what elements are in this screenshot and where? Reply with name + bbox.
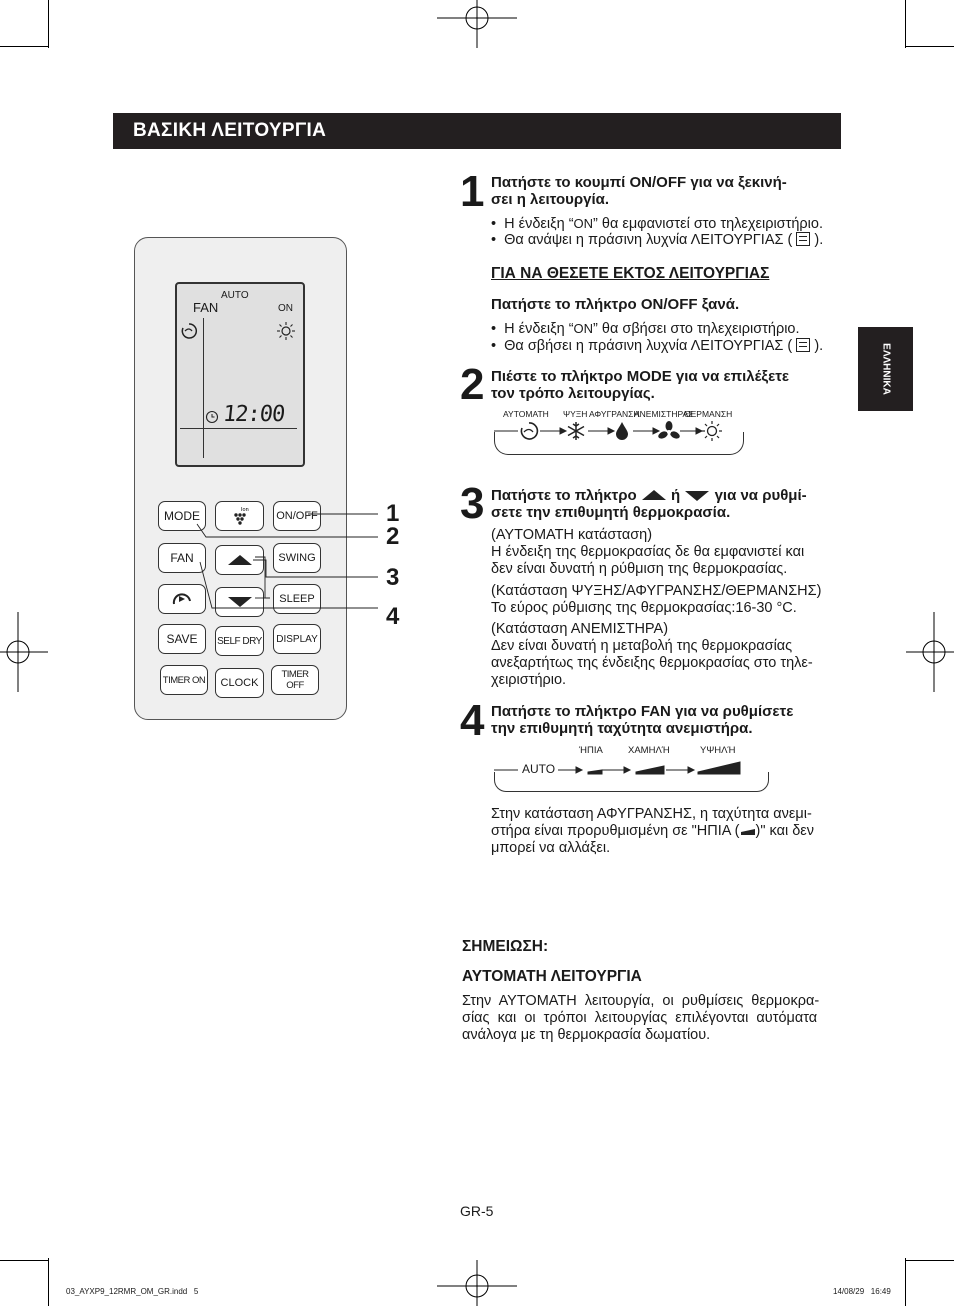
sleep-button[interactable]: SLEEP	[273, 584, 321, 614]
print-date: 14/08/29 16:49	[833, 1287, 891, 1296]
operation-lamp-icon	[796, 338, 810, 352]
step-4-heading-line2: την επιθυμητή ταχύτητα ανεμιστήρα.	[491, 720, 753, 737]
crop-mark	[905, 0, 906, 48]
callout-3: 3	[386, 564, 400, 591]
file-name: 03_AYXP9_12RMR_OM_GR.indd 5	[66, 1287, 199, 1296]
callout-lines	[150, 500, 390, 630]
step-4-note-3: μπορεί να αλλάξει.	[491, 840, 611, 856]
crop-mark	[48, 0, 49, 48]
triangle-down-icon	[684, 490, 710, 502]
step-2-heading-line1: Πιέστε το πλήκτρο MODE για να επιλέξετε	[491, 368, 790, 385]
crop-mark	[0, 46, 48, 47]
on-off-button[interactable]: ON/OFF	[273, 501, 321, 531]
droplet-icon	[614, 420, 630, 442]
low-speed-icon	[740, 826, 756, 836]
on-indicator: ON	[573, 216, 594, 231]
bullet-text: Θα σβήσει η πράσινη λυχνία ΛΕΙΤΟΥΡΓΙΑΣ (	[504, 338, 793, 354]
registration-mark-right	[906, 612, 954, 692]
section-header	[113, 113, 841, 149]
on-indicator: ON	[573, 321, 594, 336]
step-2-heading-line2: τον τρόπο λειτουργίας.	[491, 385, 655, 402]
language-tab	[858, 327, 913, 411]
fan-icon	[658, 421, 680, 441]
operation-lamp-icon	[796, 232, 810, 246]
auto-state-text-2: δεν είναι δυνατή η ρύθμιση της θερμοκρασίας.	[491, 561, 788, 577]
fan-state-text-3: χειριστήριο.	[491, 672, 567, 688]
timer-off-button[interactable]: TIMER OFF	[271, 665, 319, 695]
speed-label-high: ΥΨΗΛΉ	[700, 745, 736, 756]
lcd-auto: AUTO	[221, 290, 249, 301]
note-text-1: Στην ΑΥΤΟΜΑΤΗ λειτουργία, οι ρυθμίσεις θερμοκρα-	[462, 993, 820, 1009]
triangle-up-icon	[641, 489, 667, 501]
step-4-heading-line1: Πατήστε το πλήκτρο FAN για να ρυθμίσετε	[491, 703, 794, 720]
lcd-divider-h	[180, 428, 297, 429]
step-2-number: 2	[460, 360, 484, 409]
turn-off-heading: ΓΙΑ ΝΑ ΘΕΣΕΤΕ ΕΚΤΟΣ ΛΕΙΤΟΥΡΓΙΑΣ	[491, 265, 770, 282]
step-4-note-2	[491, 823, 814, 840]
note-text: )" και δεν	[755, 823, 815, 839]
fan-state-text-2: ανεξαρτήτως της ένδειξης θερμοκρασίας στο τηλε-	[491, 655, 813, 671]
bullet-text: ).	[814, 338, 824, 354]
lcd-time: 12:00	[221, 402, 286, 427]
mode-label-cool: ΨΥΞΗ	[563, 409, 588, 419]
language-tab-label: ΕΛΛΗΝΙΚΑ	[880, 343, 891, 395]
auto-state-text-1: Η ένδειξη της θερμοκρασίας δε θα εμφανιστεί και	[491, 544, 805, 560]
step-4-note-1: Στην κατάσταση ΑΦΥΓΡΑΝΣΗΣ, η ταχύτητα ανεμι-	[491, 806, 812, 822]
step-3-number: 3	[460, 479, 484, 528]
heading-text: για να ρυθμί-	[714, 487, 807, 504]
registration-mark-bottom	[437, 1260, 517, 1306]
mode-button[interactable]: MODE	[158, 501, 206, 531]
note-subheading: ΑΥΤΟΜΑΤΗ ΛΕΙΤΟΥΡΓΙΑ	[462, 968, 642, 985]
lcd-divider-v	[203, 318, 204, 458]
mode-label-auto: ΑΥΤΟΜΑΤΗ	[503, 409, 549, 419]
registration-mark-top	[437, 0, 517, 48]
lamp-line	[799, 240, 807, 241]
lamp-line	[799, 236, 807, 237]
crop-mark	[905, 1258, 906, 1306]
snowflake-icon	[566, 421, 586, 441]
heat-sun-icon	[701, 420, 723, 442]
fan-button[interactable]: FAN	[158, 543, 206, 573]
callout-1: 1	[386, 500, 400, 527]
lcd-on: ON	[278, 303, 293, 314]
cool-state-label: (Κατάσταση ΨΥΞΗΣ/ΑΦΥΓΡΑΝΣΗΣ/ΘΕΡΜΑΝΣΗΣ)	[491, 583, 822, 599]
callout-4: 4	[386, 603, 400, 630]
swing-button[interactable]: SWING	[273, 543, 321, 573]
save-button[interactable]: SAVE	[158, 624, 206, 654]
section-title: ΒΑΣΙΚΗ ΛΕΙΤΟΥΡΓΙΑ	[133, 120, 327, 141]
step-3-heading-line2: σετε την επιθυμητή θερμοκρασία.	[491, 504, 731, 521]
step-1-number: 1	[460, 167, 484, 216]
self-dry-button[interactable]: SELF DRY	[215, 626, 264, 656]
sun-icon	[276, 321, 296, 341]
auto-icon	[519, 421, 539, 441]
crop-mark	[48, 1258, 49, 1306]
timer-on-button[interactable]: TIMER ON	[160, 665, 208, 695]
lamp-line	[799, 346, 807, 347]
note-text-3: ανάλογα με τη θερμοκρασία δωματίου.	[462, 1027, 711, 1043]
speed-auto-label: AUTO	[522, 762, 556, 776]
lamp-line	[799, 342, 807, 343]
cool-state-text: Το εύρος ρύθμισης της θερμοκρασίας:16-30 °C.	[491, 600, 797, 616]
auto-state-label: (ΑΥΤΟΜΑΤΗ κατάσταση)	[491, 527, 653, 543]
callout-2: 2	[386, 523, 400, 550]
fan-state-label: (Κατάσταση ΑΝΕΜΙΣΤΗΡΑ)	[491, 621, 669, 637]
bullet-text: ” θα εμφανιστεί στο τηλεχειριστήριο.	[593, 216, 823, 232]
bullet-text: Θα ανάψει η πράσινη λυχνία ΛΕΙΤΟΥΡΓΙΑΣ (	[504, 232, 793, 248]
step-1-heading-line2: σει η λειτουργία.	[491, 191, 610, 208]
step-1-bullet-2: • Θα ανάψει η πράσινη λυχνία ΛΕΙΤΟΥΡΓΙΑΣ ( ).	[491, 232, 824, 248]
fan-state-text-1: Δεν είναι δυνατή η μεταβολή της θερμοκρασίας	[491, 638, 793, 654]
bullet-text: Η ένδειξη “	[504, 216, 574, 232]
fan-speed-diagram	[490, 758, 750, 780]
heading-text: ή	[671, 487, 681, 504]
ion-label: Ion	[240, 507, 249, 513]
auto-mode-icon	[180, 322, 198, 340]
note-heading: ΣΗΜΕΙΩΣΗ:	[462, 938, 549, 955]
crop-mark	[0, 1260, 48, 1261]
mode-label-heat: ΘΕΡΜΑΝΣΗ	[684, 409, 733, 419]
lcd-fan: FAN	[193, 300, 219, 315]
clock-icon	[205, 410, 219, 424]
turn-off-bullet-1: • Η ένδειξη “ON” θα σβήσει στο τηλεχειριστήριο.	[491, 321, 800, 337]
bullet-text: ” θα σβήσει στο τηλεχειριστήριο.	[593, 321, 800, 337]
display-button[interactable]: DISPLAY	[273, 624, 321, 654]
mode-label-dry: ΑΦΥΓΡΑΝΣΗ	[589, 409, 640, 419]
crop-mark	[906, 1260, 954, 1261]
turn-off-instruction: Πατήστε το πλήκτρο ON/OFF ξανά.	[491, 296, 740, 313]
step-4-number: 4	[460, 696, 484, 745]
page-number: GR-5	[460, 1203, 494, 1219]
turn-off-bullet-2: • Θα σβήσει η πράσινη λυχνία ΛΕΙΤΟΥΡΓΙΑΣ ( ).	[491, 338, 824, 354]
bullet-text: Η ένδειξη “	[504, 321, 574, 337]
crop-mark	[906, 46, 954, 47]
step-1-bullet-1: • Η ένδειξη “ON” θα εμφανιστεί στο τηλεχειριστήριο.	[491, 216, 823, 232]
step-1-heading-line1: Πατήστε το κουμπί ON/OFF για να ξεκινή-	[491, 174, 787, 191]
registration-mark-left	[0, 612, 48, 692]
bullet-text: ).	[814, 232, 824, 248]
note-text: στήρα είναι προρυθμισμένη σε "ΗΠΙΑ (	[491, 823, 740, 839]
clock-button[interactable]: CLOCK	[215, 668, 264, 698]
speed-label-low: ΉΠΙΑ	[579, 745, 603, 756]
heading-text: Πατήστε το πλήκτρο	[491, 487, 637, 504]
speed-label-med: ΧΑΜΗΛΉ	[628, 745, 670, 756]
step-3-heading-line1	[491, 487, 807, 504]
note-text-2: σίας και οι τρόποι λειτουργίας επιλέγονται αυτόματα	[462, 1010, 818, 1026]
mode-label-fan: ΑΝΕΜΙΣΤΗΡΑΣ	[634, 409, 694, 419]
